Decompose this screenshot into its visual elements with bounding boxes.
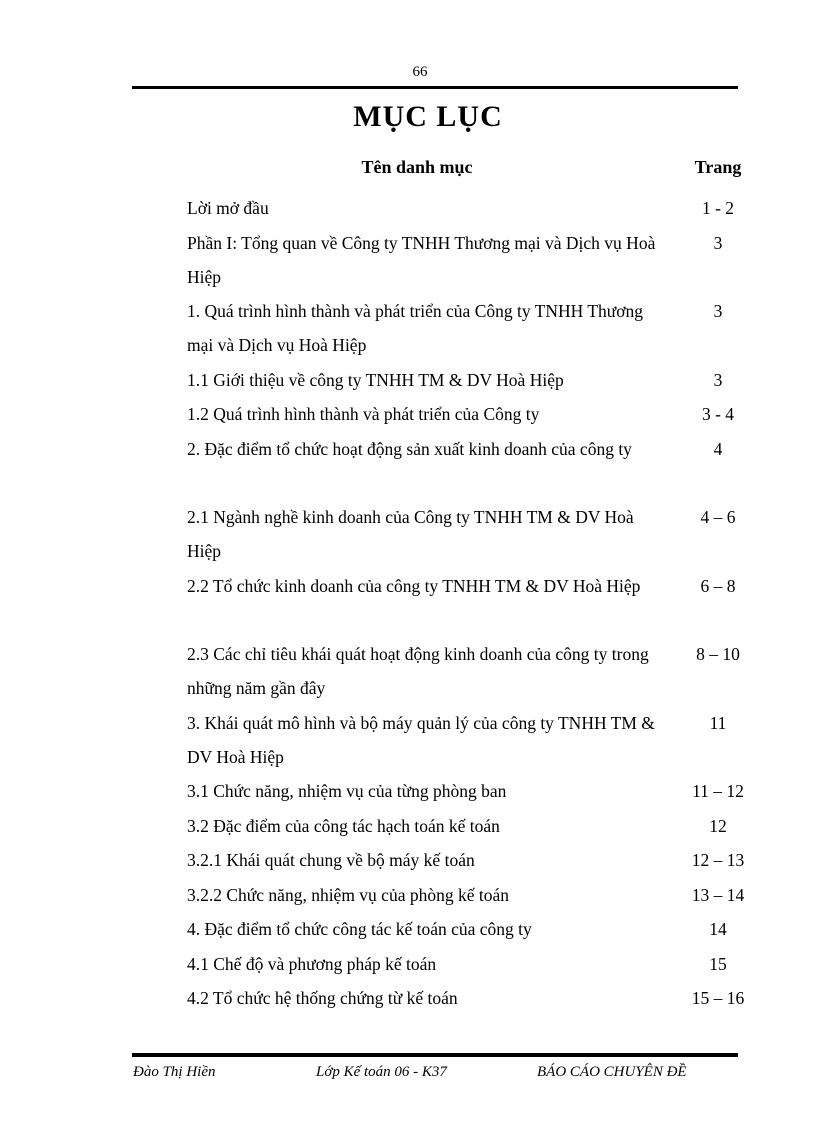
toc-entry-title: 3. Khái quát mô hình và bộ máy quản lý của công ty TNHH TM & DV Hoà Hiệp xyxy=(187,712,655,767)
toc-entry-page: 12 – 13 xyxy=(691,850,745,870)
footer-author: Đào Thị Hiền xyxy=(133,1064,216,1080)
toc-entry-page: 13 – 14 xyxy=(691,884,745,905)
toc-entry-title: 1.2 Quá trình hình thành và phát triển của Công ty xyxy=(187,404,540,424)
toc-entry xyxy=(0,700,816,769)
page-number: 66 xyxy=(412,64,428,80)
column-header-page: Trang xyxy=(694,157,742,177)
toc-entry-page: 3 xyxy=(713,232,723,253)
toc-entry xyxy=(0,941,816,976)
toc-entry-page: 1 - 2 xyxy=(701,198,735,218)
toc-entry-page: 4 – 6 xyxy=(700,507,736,527)
toc-entry-title: 2. Đặc điểm tổ chức hoạt động sản xuất kinh doanh của công ty xyxy=(187,438,632,459)
toc-entry-page: 3 xyxy=(713,369,723,390)
toc-entry-title: 3.2.2 Chức năng, nhiệm vụ của phòng kế toán xyxy=(187,884,509,905)
toc-entry xyxy=(0,768,816,803)
toc-entry xyxy=(0,185,816,220)
header-rule xyxy=(132,86,738,89)
toc-entry xyxy=(0,975,816,1010)
toc-entry-title: Phần I: Tổng quan về Công ty TNHH Thương mại và Dịch vụ Hoà Hiệp xyxy=(187,232,656,287)
toc-entry-title: 2.2 Tổ chức kinh doanh của công ty TNHH TM & DV Hoà Hiệp xyxy=(187,575,641,596)
toc-entry xyxy=(0,906,816,941)
toc-entry xyxy=(0,391,816,426)
footer-report-title: BÁO CÁO CHUYÊN ĐỀ xyxy=(537,1064,687,1080)
toc-entry xyxy=(0,563,816,632)
toc-entry-page: 15 – 16 xyxy=(691,988,745,1008)
toc-entry-title: 1.1 Giới thiệu về công ty TNHH TM & DV Hoà Hiệp xyxy=(187,369,564,390)
toc-entry-title: 1. Quá trình hình thành và phát triển của Công ty TNHH Thương mại và Dịch vụ Hoà Hiệp xyxy=(187,301,644,355)
toc-entry-page: 14 xyxy=(709,919,727,939)
toc-entry-title: 2.3 Các chỉ tiêu khái quát hoạt động kinh doanh của công ty trong những năm gần đây xyxy=(187,644,649,698)
page-title: MỤC LỤC xyxy=(353,100,503,133)
toc-entry-page: 11 xyxy=(709,712,727,733)
toc-entry-title: 4.1 Chế độ và phương pháp kế toán xyxy=(187,953,437,974)
toc-entry xyxy=(0,494,816,563)
toc-entry xyxy=(0,872,816,907)
toc-entry-page: 4 xyxy=(713,438,723,459)
column-header-name: Tên danh mục xyxy=(361,157,473,177)
toc-entry xyxy=(0,220,816,289)
toc-entry-page: 6 – 8 xyxy=(700,575,736,596)
toc-entry-page: 15 xyxy=(709,953,727,974)
toc-entry-page: 3 xyxy=(713,301,723,321)
toc-entry-title: Lời mở đầu xyxy=(187,198,269,218)
footer-rule xyxy=(132,1053,738,1057)
toc-entry xyxy=(0,426,816,495)
footer-class: Lớp Kế toán 06 - K37 xyxy=(316,1064,447,1080)
toc-entry xyxy=(0,631,816,700)
toc-entry-title: 3.2 Đặc điểm của công tác hạch toán kế toán xyxy=(187,815,500,836)
toc-entry-title: 4. Đặc điểm tổ chức công tác kế toán của công ty xyxy=(187,919,532,939)
toc-entry-title: 4.2 Tổ chức hệ thống chứng từ kế toán xyxy=(187,988,458,1008)
toc-entry-title: 2.1 Ngành nghề kinh doanh của Công ty TNHH TM & DV Hoà Hiệp xyxy=(187,507,634,561)
toc-entry-title: 3.1 Chức năng, nhiệm vụ của từng phòng ban xyxy=(187,781,507,801)
toc-entry xyxy=(0,288,816,357)
table-of-contents xyxy=(0,185,816,1010)
toc-entry-title: 3.2.1 Khái quát chung về bộ máy kế toán xyxy=(187,850,475,870)
toc-entry xyxy=(0,803,816,838)
toc-entry-page: 11 – 12 xyxy=(692,781,744,801)
toc-entry-page: 3 - 4 xyxy=(701,404,735,424)
toc-entry xyxy=(0,357,816,392)
toc-entry-page: 8 – 10 xyxy=(696,644,740,664)
toc-entry-page: 12 xyxy=(709,815,727,836)
toc-entry xyxy=(0,837,816,872)
